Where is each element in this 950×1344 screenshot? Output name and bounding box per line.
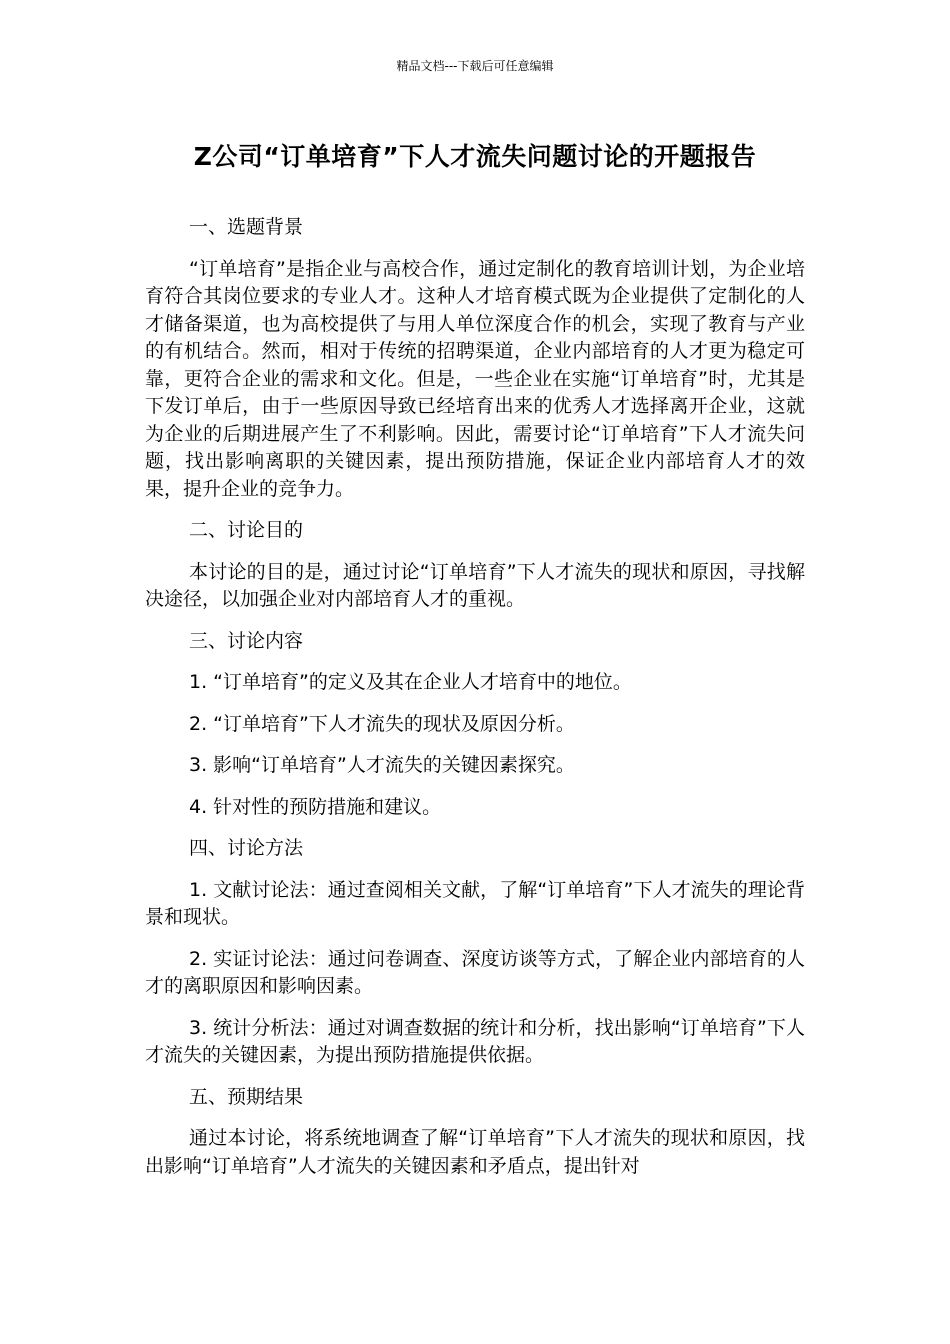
section-heading-background: 一、选题背景	[189, 216, 304, 238]
section-heading-results: 五、预期结果	[189, 1085, 304, 1108]
document-title: Z公司“订单培育”下人才流失问题讨论的开题报告	[193, 142, 757, 171]
paragraph-results: 通过本讨论，将系统地调查了解“订单培育”下人才流失的现状和原因，找出影响“订单培育”人才流失的关键因素和矛盾点，提出针对	[145, 1127, 805, 1177]
method-item: 3. 统计分析法：通过对调查数据的统计和分析，找出影响“订单培育”下人才流失的关键因素，为提出预防措施提供依据。	[145, 1016, 805, 1066]
list-item: 1. “订单培育”的定义及其在企业人才培育中的地位。	[189, 671, 632, 693]
paragraph-purpose: 本讨论的目的是，通过讨论“订单培育”下人才流失的现状和原因，寻找解决途径，以加强企业对内部培育人才的重视。	[145, 560, 805, 610]
section-heading-methods: 四、讨论方法	[189, 837, 304, 859]
list-item: 2. “订单培育”下人才流失的现状及原因分析。	[189, 712, 575, 735]
method-item: 1. 文献讨论法：通过查阅相关文献，了解“订单培育”下人才流失的理论背景和现状。	[145, 878, 805, 928]
method-item: 2. 实证讨论法：通过问卷调查、深度访谈等方式，了解企业内部培育的人才的离职原因和影响因素。	[145, 947, 805, 997]
list-item: 3. 影响“订单培育”人才流失的关键因素探究。	[189, 754, 575, 776]
paragraph-background: “订单培育”是指企业与高校合作，通过定制化的教育培训计划，为企业培育符合其岗位要求的专业人才。这种人才培育模式既为企业提供了定制化的人才储备渠道，也为高校提供了与用人单位深度合作的机会，实现了教育与产业的有机结合。然而，相对于传统的招聘渠道，企业内部培育的人才更为稳定可靠，更符合企业的需求和文化。但是，一些企业在实施“订单培育”时，尤其是下发订单后，由于一些原因导致已经培育出来的优秀人才选择离开企业，这就为企业的后期进展产生了不利影响。因此，需要讨论“订单培育”下人才流失问题，找出影响离职的关键因素，提出预防措施，保证企业内部培育人才的效果，提升企业的竞争力。	[145, 257, 805, 500]
document-body	[145, 214, 805, 1194]
header-note: 精品文档---下载后可任意编辑	[396, 59, 554, 73]
section-heading-content: 三、讨论内容	[189, 629, 304, 652]
list-item: 4. 针对性的预防措施和建议。	[189, 795, 442, 818]
section-heading-purpose: 二、讨论目的	[189, 519, 304, 541]
